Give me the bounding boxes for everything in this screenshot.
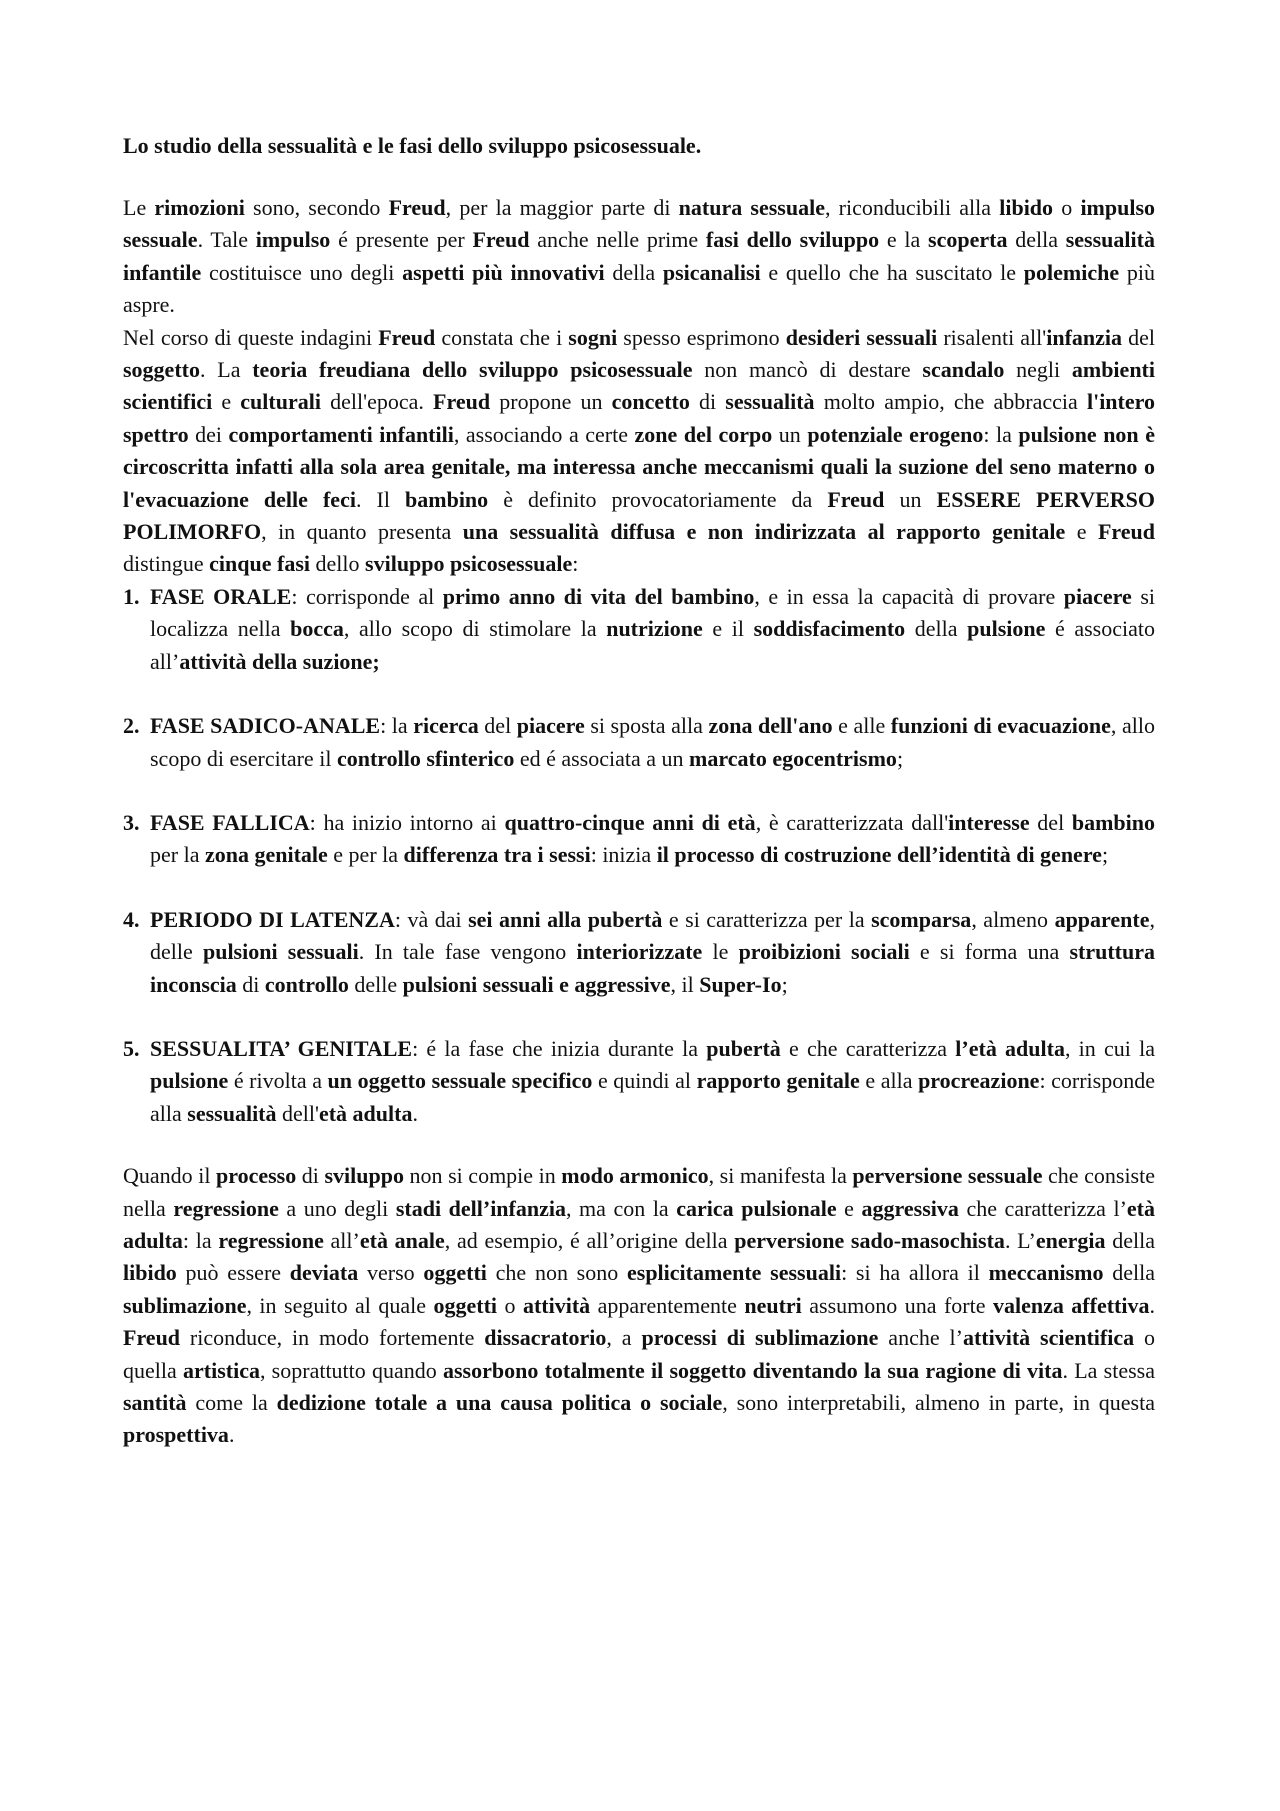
bold-run: Freud (378, 324, 436, 350)
bold-run: differenza tra i sessi (403, 842, 591, 868)
bold-run: esplicitamente sessuali (627, 1260, 842, 1286)
bold-run: pulsioni sessuali e aggressive (402, 971, 671, 997)
bold-run: concetto (611, 389, 690, 415)
bold-run: bocca (290, 616, 344, 642)
bold-run: scomparsa (871, 906, 972, 932)
bold-run: scandalo (922, 357, 1005, 383)
phase-item-phallic (123, 807, 1155, 872)
bold-run: psicanalisi (662, 259, 761, 285)
bold-run: attività scientifica (962, 1325, 1135, 1351)
phase-item-sadic-anal (123, 710, 1155, 775)
phase-number: 1. (123, 583, 140, 609)
bold-run: attività della suzione; (179, 648, 380, 674)
bold-run: struttura inconscia (150, 939, 1156, 997)
bold-run: fasi dello sviluppo (705, 227, 880, 253)
phase-text: PERIODO DI LATENZA: và dai sei anni alla pubertà e si caratterizza per la scomparsa, almeno apparente, delle pulsioni sessuali. In tale fase vengono interiorizzate le proibizioni sociali e si forma una struttura inconscia di controllo delle pulsioni sessuali e aggressive, il Super-Io; (150, 906, 1156, 997)
bold-run: l’età adulta (955, 1035, 1065, 1061)
bold-run: ricerca (413, 713, 479, 739)
bold-run: infanzia (1046, 324, 1123, 350)
bold-run: polemiche (1023, 259, 1120, 285)
bold-run: Freud (827, 486, 885, 512)
intro-paragraph-2: Nel corso di queste indagini Freud constata che i sogni spesso esprimono desideri sessuali risalenti all'infanzia del soggetto. La teoria freudiana dello sviluppo psicosessuale non mancò di destare scandalo negli ambienti scientifici e culturali dell'epoca. Freud propone un concetto di sessualità molto ampio, che abbraccia l'intero spettro dei comportamenti infantili, associando a certe zone del corpo un potenziale erogeno: la pulsione non è circoscritta infatti alla sola area genitale, ma interessa anche meccanismi quali la suzione del seno materno o l'evacuazione delle feci. Il bambino è definito provocatoriamente da Freud un ESSERE PERVERSO POLIMORFO, in quanto presenta una sessualità diffusa e non indirizzata al rapporto genitale e Freud distingue cinque fasi dello sviluppo psicosessuale: (123, 324, 1156, 577)
bold-run: perversione sessuale (852, 1163, 1043, 1189)
bold-run: piacere (516, 713, 585, 739)
bold-run: modo armonico (561, 1163, 709, 1189)
phase-text: FASE SADICO-ANALE: la ricerca del piacere si sposta alla zona dell'ano e alle funzioni di evacuazione, allo scopo di esercitare il controllo sfinterico ed é associata a un marcato egocentrismo; (150, 713, 1155, 771)
bold-run: pulsione (150, 1068, 229, 1094)
bold-run: FASE SADICO-ANALE (150, 713, 381, 739)
bold-run: sublimazione (123, 1292, 247, 1318)
bold-run: bambino (1071, 809, 1156, 835)
bold-run: interesse (948, 809, 1030, 835)
bold-run: artistica (182, 1357, 260, 1383)
bold-run: scoperta (928, 227, 1008, 253)
bold-run: controllo (264, 971, 349, 997)
bold-run: comportamenti infantili (228, 421, 454, 447)
bold-run: libido (123, 1260, 177, 1286)
bold-run: l'intero spettro (123, 389, 1155, 447)
bold-run: sessualità (187, 1100, 277, 1126)
bold-run: assorbono totalmente il soggetto diventando la sua ragione di vita (443, 1357, 1063, 1383)
bold-run: soggetto (123, 357, 200, 383)
bold-run: Super-Io (699, 971, 782, 997)
bold-run: PERIODO DI LATENZA (150, 906, 395, 932)
bold-run: carica pulsionale (676, 1195, 837, 1221)
bold-run: sei anni alla pubertà (468, 906, 663, 932)
bold-run: teoria freudiana dello sviluppo psicosessuale (252, 357, 693, 383)
phase-item-oral (123, 581, 1155, 678)
bold-run: rimozioni (154, 195, 245, 220)
bold-run: primo anno di vita del bambino (442, 583, 755, 609)
bold-run: sogni (568, 324, 618, 350)
phase-text: SESSUALITA’ GENITALE: é la fase che inizia durante la pubertà e che caratterizza l’età adulta, in cui la pulsione é rivolta a un oggetto sessuale specifico e quindi al rapporto genitale e alla procreazione: corrisponde alla sessualità dell'età adulta. (150, 1035, 1155, 1126)
bold-run: FASE FALLICA (150, 809, 310, 835)
bold-run: impulso (255, 227, 331, 253)
bold-run: processo (215, 1163, 297, 1189)
bold-run: apparente (1054, 906, 1150, 932)
bold-run: sessualità (725, 389, 815, 415)
phase-number: 5. (123, 1035, 140, 1061)
bold-run: libido (999, 195, 1054, 220)
bold-run: dedizione totale a una causa politica o sociale (276, 1390, 723, 1415)
bold-run: pubertà (706, 1035, 781, 1061)
bold-run: dissacratorio (484, 1325, 607, 1351)
bold-run: Freud (433, 389, 491, 415)
document-title: Lo studio della sessualità e le fasi dello sviluppo psicosessuale. (123, 133, 702, 158)
bold-run: marcato egocentrismo (689, 745, 897, 771)
bold-run: piacere (1063, 583, 1132, 609)
bold-run: culturali (240, 389, 321, 415)
bold-run: controllo sfinterico (336, 745, 515, 771)
bold-run: aggressiva (861, 1195, 959, 1221)
bold-run: pulsione (967, 616, 1046, 642)
bold-run: impulso sessuale (123, 195, 1156, 253)
bold-run: età adulta (123, 1195, 1155, 1253)
bold-run: funzioni di evacuazione (890, 713, 1111, 739)
bold-run: sviluppo (324, 1163, 404, 1189)
bold-run: meccanismo (988, 1260, 1104, 1286)
bold-run: soddisfacimento (753, 616, 906, 642)
bold-run: Freud (472, 227, 530, 253)
phase-number: 2. (123, 713, 140, 739)
phase-text: FASE FALLICA: ha inizio intorno ai quattro-cinque anni di età, è caratterizzata dall'interesse del bambino per la zona genitale e per la differenza tra i sessi: inizia il processo di costruzione dell’identità di genere; (150, 809, 1156, 868)
bold-run: regressione (173, 1195, 279, 1221)
bold-run: Freud (123, 1325, 181, 1351)
bold-run: stadi dell’infanzia (395, 1195, 566, 1221)
bold-run: natura sessuale (678, 195, 825, 220)
phases-list (123, 581, 1155, 1130)
bold-run: regressione (218, 1227, 324, 1253)
bold-run: interiorizzate (576, 939, 703, 965)
phase-item-latency (123, 904, 1155, 1001)
bold-run: ESSERE PERVERSO POLIMORFO (123, 486, 1155, 545)
bold-run: proibizioni sociali (738, 939, 910, 965)
bold-run: energia (1035, 1227, 1106, 1253)
bold-run: processi di sublimazione (641, 1325, 879, 1351)
bold-run: oggetti (423, 1260, 487, 1286)
conclusion-paragraph: Quando il processo di sviluppo non si compie in modo armonico, si manifesta la perversione sessuale che consiste nella regressione a uno degli stadi dell’infanzia, ma con la carica pulsionale e aggressiva che caratterizza l’età adulta: la regressione all’età anale, ad esempio, é all’origine della perversione sado-masochista. L’energia della libido può essere deviata verso oggetti che non sono esplicitamente sessuali: si ha allora il meccanismo della sublimazione, in seguito al quale oggetti o attività apparentemente neutri assumono una forte valenza affettiva. Freud riconduce, in modo fortemente dissacratorio, a processi di sublimazione anche l’attività scientifica o quella artistica, soprattutto quando assorbono totalmente il soggetto diventando la sua ragione di vita. La stessa santità come la dedizione totale a una causa politica o sociale, sono interpretabili, almeno in parte, in questa prospettiva. (123, 1163, 1156, 1448)
bold-run: deviata (289, 1260, 359, 1286)
bold-run: SESSUALITA’ GENITALE (150, 1035, 413, 1061)
bold-run: aspetti più innovativi (402, 259, 605, 285)
bold-run: una sessualità diffusa e non indirizzata al rapporto genitale (462, 519, 1066, 545)
bold-run: sviluppo psicosessuale (365, 551, 573, 577)
intro-paragraph-1: Le rimozioni sono, secondo Freud, per la maggior parte di natura sessuale, riconducibili alla libido o impulso sessuale. Tale impulso é presente per Freud anche nelle prime fasi dello sviluppo e la scoperta della sessualità infantile costituisce uno degli aspetti più innovativi della psicanalisi e quello che ha suscitato le polemiche più aspre. (123, 195, 1156, 318)
bold-run: santità (123, 1390, 187, 1415)
bold-run: età anale (359, 1227, 445, 1253)
bold-run: potenziale erogeno (807, 421, 984, 447)
bold-run: perversione sado-masochista (734, 1227, 1005, 1253)
bold-run: sessualità infantile (123, 227, 1155, 285)
bold-run: un oggetto sessuale specifico (327, 1068, 593, 1094)
bold-run: nutrizione (606, 616, 703, 642)
bold-run: attività (522, 1292, 591, 1318)
phase-item-genital (123, 1033, 1155, 1130)
bold-run: zone del corpo (634, 421, 773, 447)
phase-number: 4. (123, 906, 140, 932)
bold-run: procreazione (918, 1068, 1040, 1094)
bold-run: Freud (1097, 519, 1156, 545)
bold-run: neutri (744, 1292, 802, 1318)
bold-run: valenza affettiva (992, 1292, 1150, 1318)
bold-run: desideri sessuali (785, 324, 938, 350)
phase-text: FASE ORALE: corrisponde al primo anno di vita del bambino, e in essa la capacità di provare piacere si localizza nella bocca, allo scopo di stimolare la nutrizione e il soddisfacimento della pulsione é associato all’attività della suzione; (150, 583, 1155, 674)
bold-run: Freud (388, 195, 446, 220)
bold-run: FASE ORALE (150, 583, 292, 609)
bold-run: età adulta (318, 1100, 413, 1126)
bold-run: zona dell'ano (708, 713, 833, 739)
bold-run: pulsioni sessuali (202, 939, 359, 965)
bold-run: pulsione non è circoscritta infatti alla sola area genitale, ma interessa anche meccanismi quali la suzione del seno materno o l'evacuazione delle feci (123, 421, 1155, 512)
bold-run: cinque fasi (209, 551, 311, 577)
bold-run: zona genitale (204, 842, 328, 868)
bold-run: prospettiva (123, 1422, 229, 1448)
bold-run: ambienti scientifici (123, 357, 1155, 415)
phase-number: 3. (123, 809, 140, 835)
bold-run: quattro-cinque anni di età (504, 809, 756, 835)
bold-run: rapporto genitale (696, 1068, 860, 1094)
bold-run: il processo di costruzione dell’identità di genere (656, 842, 1102, 868)
bold-run: oggetti (433, 1292, 498, 1318)
bold-run: bambino (405, 486, 489, 512)
